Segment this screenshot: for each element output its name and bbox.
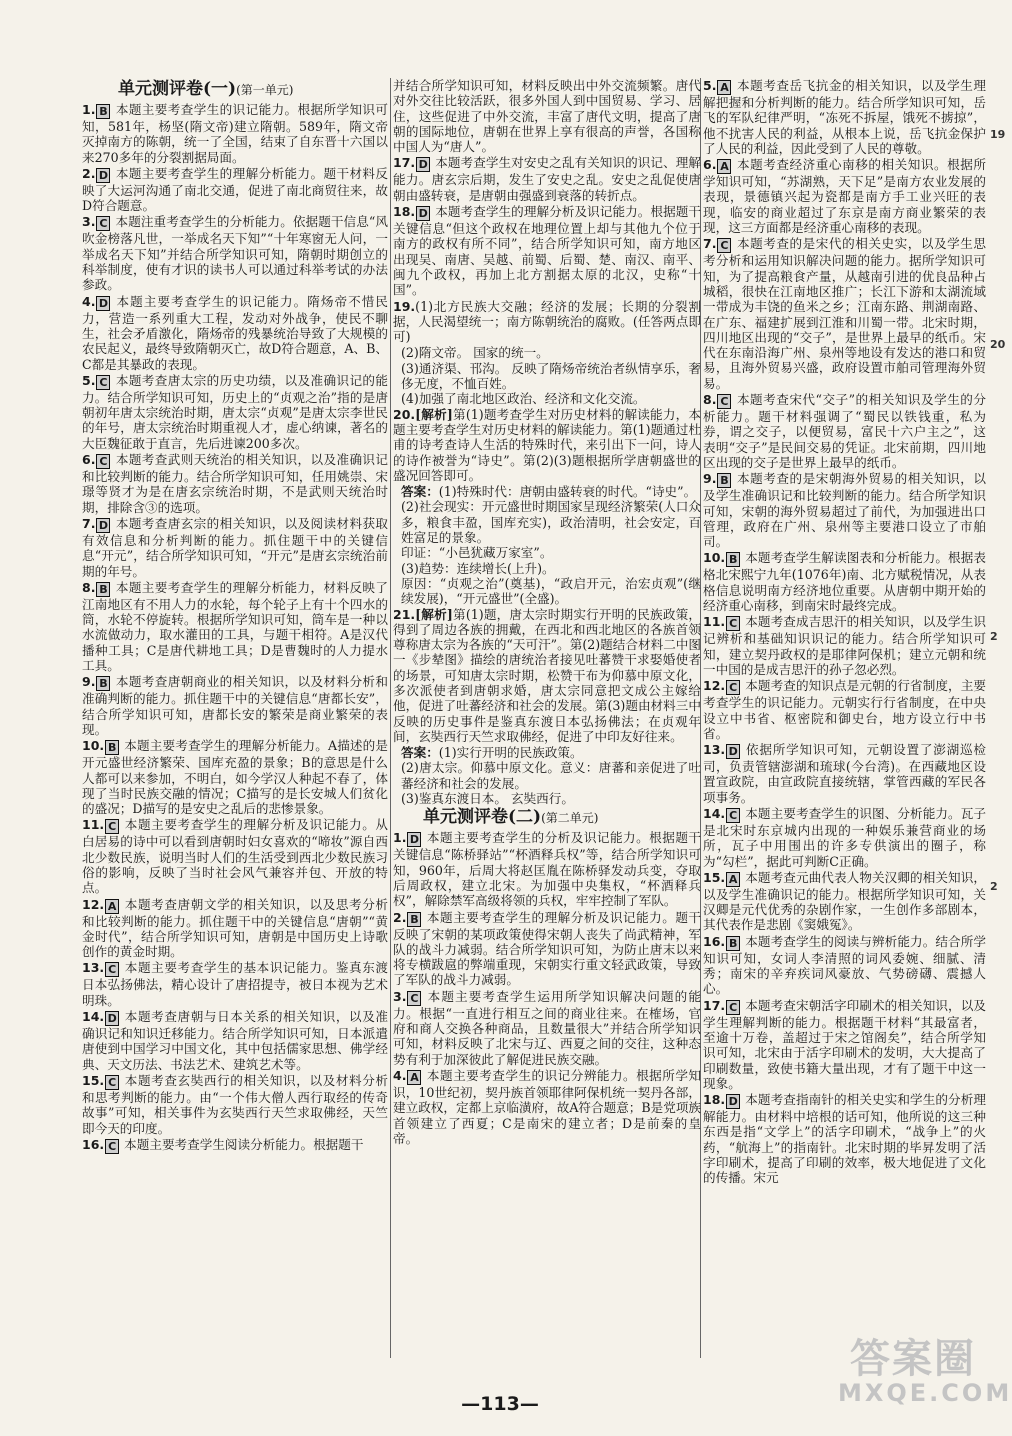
answer-letter-box: D <box>416 157 430 172</box>
item-text: 本题考查玄奘西行的相关知识，以及材料分析和思考判断的能力。由“一个伟大僧人西行取经的传奇故事”可知，相关事件为玄奘西行天竺求取佛经，天竺即今天的印度。 <box>82 1072 388 1136</box>
item-number: 8. <box>703 392 717 408</box>
item-number: 15. <box>703 869 726 885</box>
answer-line <box>401 745 701 760</box>
answer-item <box>393 830 701 908</box>
item-text: 依据所学知识可知，元朝设置了澎湖巡检司，负责管辖澎湖和琉球(今台湾)。在西藏地区设置宣政院，由宣政院直接统辖，掌管西藏的军民各项事务。 <box>703 742 986 805</box>
item-text: 本题考查武则天统治的相关知识，以及准确识记和比较判断的能力。结合所学知识可知，任用姚崇、宋璟等贤才为是在唐玄宗统治时期，不是武则天统治时期，排除含③的选项。 <box>82 452 388 515</box>
item-number: 3. <box>82 214 96 230</box>
answer-letter-box: A <box>105 899 119 914</box>
answer-letter-box: C <box>726 616 740 631</box>
answer-item <box>82 214 388 292</box>
answer-item <box>703 678 986 741</box>
answer-letter-box: D <box>416 206 430 221</box>
answer-item <box>82 452 388 515</box>
item-number: 12. <box>82 896 105 912</box>
answer-letter-box: C <box>407 991 421 1006</box>
answer-item <box>703 742 986 805</box>
item-text: 并结合所学知识可知，材料反映出中外交流频繁。唐代对外交往比较活跃，很多外国人到中国贸易、学习、居住，这些促进了中外交流，丰富了唐代文明，提高了唐朝的国际地位，唐朝在世界上享有很高的声誉，各国称中国人为“唐人”。 <box>393 78 701 155</box>
column-1 <box>82 78 388 1366</box>
item-text: 本题考查学生的阅读与辨析能力。结合所学知识可知，女词人李清照的词风委婉、细腻、清秀；南宋的辛弃疾词风豪放、气势磅礴、震撼人心。 <box>703 933 986 997</box>
item-number: 17. <box>703 997 726 1013</box>
answer-item <box>703 78 986 156</box>
answer-letter-box: B <box>726 936 740 951</box>
answer-item <box>82 166 388 214</box>
item-text: 本题主要考查学生的理解分析能力，材料反映了江南地区有不用人力的水轮，每个轮子上有十个四水的筒，水轮不停旋转。根据所学知识可知，筒车是一种以水流做动力，取水灌田的工具，与题干相符。A是汉代播种工具；C是唐代耕地工具；D是曹魏时的人力提水工具。 <box>82 579 388 674</box>
answer-label: 答案： <box>401 745 439 761</box>
item-text: (1)北方民族大交融；经济的发展；长期的分裂割据，人民渴望统一；南方陈朝统治的腐败。(任答两点即可) <box>393 298 701 345</box>
item-text: 本题主要考查学生的识记能力。隋炀帝不惜民力，营造一系列重大工程，发动对外战争，使民不聊生，社会矛盾激化，隋炀帝的残暴统治导致了大规模的农民起义，最终导致隋朝灭亡，故D符合题意，A、B、C都是其暴政的表现。 <box>82 293 388 372</box>
answer-subline: (2)唐太宗。仰慕中原文化。意义：唐蕃和亲促进了吐蕃经济和社会的发展。 <box>401 760 701 791</box>
item-text: 本题考查宋代“交子”的相关知识及学生的分析能力。题干材料强调了“蜀民以铁钱重，私为券，谓之交子，以便贸易，富民十六户主之”，这表明“交子”是民间交易的凭证。北宋前期，四川地区出现的交子是世界上最早的纸币。 <box>703 392 986 470</box>
item-number: 16. <box>703 933 726 949</box>
item-number: 6. <box>703 157 717 173</box>
answer-letter-box: C <box>96 454 110 469</box>
answer-item <box>393 155 701 203</box>
answer-letter-box: C <box>726 808 740 823</box>
analysis-tag: [解析] <box>415 406 453 422</box>
answer-item <box>82 373 388 451</box>
item-number: 6. <box>82 452 96 468</box>
item-number: 4. <box>82 293 96 309</box>
answer-letter-box: C <box>105 962 119 977</box>
answer-subline: (3)通济渠、邗沟。 反映了隋炀帝统治者纵情享乐，奢侈无度，不恤百姓。 <box>401 360 701 392</box>
answer-letter-box: C <box>105 819 119 834</box>
item-number: 7. <box>703 236 717 252</box>
answer-item <box>703 934 986 997</box>
unit-2-title: 单元测评卷(二)(第二单元) <box>423 807 599 828</box>
answer-item <box>82 960 388 1008</box>
answer-item <box>703 471 986 549</box>
answer-letter-box: B <box>726 552 740 567</box>
item-text: 本题考查学生对安史之乱有关知识的识记、理解能力。唐玄宗后期，发生了安史之乱。安史之乱促使唐朝由盛转衰，是唐朝由强盛到衰落的转折点。 <box>393 155 701 203</box>
answer-subline: (4)加强了南北地区政治、经济和文化交流。 <box>401 391 646 407</box>
answer-letter-box: B <box>717 473 731 488</box>
column-divider <box>390 78 391 1358</box>
item-number: 1. <box>82 102 96 117</box>
item-text: 本题考查唐朝与日本关系的相关知识，以及准确识记和知识迁移能力。结合所学知识可知，日本派遣唐使到中国学习中国文化，其中包括儒家思想、佛学经典、天文历法、书法艺术、建筑艺术等。 <box>82 1009 388 1072</box>
answer-item <box>82 674 388 737</box>
answer-item <box>82 102 388 165</box>
answer-item <box>82 1073 388 1136</box>
item-number: 14. <box>703 805 726 821</box>
answer-subline: 印证：“小邑犹藏万家室”。 <box>401 545 553 561</box>
item-number: 11. <box>82 817 105 833</box>
item-text: 本题主要考查学生阅读分析能力。根据题干 <box>124 1136 364 1152</box>
item-number: 11. <box>703 614 726 630</box>
answer-letter-box: A <box>717 159 731 174</box>
answer-letter-box: B <box>96 582 110 597</box>
answer-item <box>703 806 986 869</box>
item-text: 本题主要考查学生的理解分析能力。题干材料反映了大运河沟通了南北交通，促进了南北商贸往来，故D符合题意。 <box>82 165 388 214</box>
answer-item <box>703 1092 986 1185</box>
answer-letter-box: A <box>726 872 740 887</box>
item-number: 16. <box>82 1136 105 1152</box>
page-number: —113— <box>461 1393 539 1415</box>
item-number: 3. <box>393 988 407 1004</box>
answer-item <box>82 738 388 816</box>
analysis-tag: [解析] <box>415 606 453 622</box>
answer-letter-box: D <box>726 744 740 759</box>
answer-item <box>393 299 701 345</box>
item-text: 本题主要考查学生的理解分析及识记能力。从白居易的诗中可以看到唐朝时妇女喜欢的“啼妆”源自西北少数民族，说明当时人们的生活受到西北少数民族习俗的影响，反映了当时社会风气兼容并包、开放的特点。 <box>82 817 388 896</box>
item-text: 本题考查经济重心南移的相关知识。根据所学知识可知，“苏湖熟，天下足”是南方农业发展的表现，景德镇兴起为瓷都是南方手工业兴旺的表现，临安的商业超过了东京是南方商业繁荣的表现，这三方面都是经济重心南移的表现。 <box>703 157 986 236</box>
answer-text: (1)实行开明的民族政策。 <box>438 745 583 761</box>
answer-item <box>703 614 986 677</box>
answer-item <box>393 1068 701 1146</box>
item-text: 第(1)题考查学生对历史材料的解读能力，本题主要考查学生对历史材料的解读能力。第(1)题通过杜甫的诗考查诗人生活的特殊时代，来引出下一问，诗人的诗作被誉为“诗史”。第(2)(3)题根据所学唐朝盛世的盛况回答即可。 <box>393 406 702 483</box>
answer-letter-box: D <box>407 832 421 847</box>
answer-letter-box: B <box>96 104 110 119</box>
item-text: 本题主要考查学生的识记分辨能力。根据所学知识，10世纪初，契丹族首领耶律阿保机统一契丹各部，建立政权，定都上京临潢府，故A符合题意；B是党项族首领建立了西夏；C是南宋的建立者；D是前秦的皇帝。 <box>393 1067 702 1146</box>
answer-letter-box: D <box>96 518 110 533</box>
item-number: 21. <box>393 606 416 622</box>
answer-item <box>393 407 701 483</box>
item-text: 本题主要考查学生的识图、分析能力。瓦子是北宋时东京城内出现的一种娱乐兼营商业的场所，瓦子中用围出的许多专供演出的圈子，称为“勾栏”，据此可判断C正确。 <box>703 805 986 869</box>
item-number: 9. <box>703 471 717 487</box>
item-text: 本题考查宋朝活字印刷术的相关知识，以及学生理解判断的能力。根据题干材料“其最富者，至逾十万卷，盖超过于宋之馆阁矣”，结合所学知识可知，北宋由于活字印刷术的发明，大大提高了印刷数量，致使书籍大量出现，才有了题干中这一现象。 <box>703 997 986 1091</box>
item-number: 13. <box>703 742 726 758</box>
answer-item <box>703 392 986 470</box>
answer-letter-box: B <box>96 676 110 691</box>
item-number: 13. <box>82 960 105 976</box>
item-text: 本题考查学生解读图表和分析能力。根据表格北宋熙宁九年(1076年)南、北方赋税情况，从表格信息说明南方经济地位重要。从唐朝中期开始的经济重心南移，到南宋时最终完成。 <box>703 550 986 614</box>
answer-item <box>82 294 388 372</box>
answer-letter-box: D <box>96 168 110 183</box>
answer-letter-box: D <box>105 1011 119 1026</box>
item-number: 8. <box>82 579 96 595</box>
answer-letter-box: A <box>407 1070 421 1085</box>
item-number: 18. <box>703 1092 726 1108</box>
margin-number: 2 <box>990 880 998 893</box>
item-text: 本题考查唐玄宗的相关知识，以及阅读材料获取有效信息和分析判断的能力。抓住题干中的关键信息“开元”，结合所学知识可知，“开元”是唐玄宗统治前期的年号。 <box>82 515 388 579</box>
answer-item <box>82 516 388 579</box>
answer-text: (1)特殊时代：唐朝由盛转衰的时代。“诗史”。 <box>438 484 697 500</box>
item-number: 1. <box>393 830 407 846</box>
item-text: 本题主要考查学生的识记能力。根据所学知识可知，581年，杨坚(隋文帝)建立隋朝。589年，隋文帝灭掉南方的陈朝，统一了全国，结束了自东晋十六国以来270多年的分裂割据局面。 <box>82 102 388 165</box>
margin-number: 19 <box>990 128 1006 141</box>
answer-item <box>703 236 986 391</box>
item-number: 12. <box>703 678 726 694</box>
item-text: 本题主要考查学生的理解分析能力。A描述的是开元盛世经济繁荣、国库充盈的景象；B的意思是什么人都可以来参加，不明白，如今学汉人种起不春了，体现了当时民族交融的情况；C描写的是长安城人们贫化的盛况；D描写的是安史之乱后的悲惨景象。 <box>82 738 388 817</box>
answer-letter-box: C <box>105 1075 119 1090</box>
answer-letter-box: C <box>717 238 731 253</box>
unit-1-title: 单元测评卷(一)(第一单元) <box>118 79 294 99</box>
answer-item <box>703 550 986 613</box>
item-number: 18. <box>393 204 416 220</box>
answer-letter-box: B <box>407 912 421 927</box>
item-number: 10. <box>82 738 105 754</box>
item-number: 14. <box>82 1009 105 1025</box>
item-number: 5. <box>82 372 96 388</box>
item-number: 4. <box>393 1067 407 1083</box>
watermark-logo: 答案圈 MXQE.COM <box>838 1336 1012 1407</box>
answer-item <box>82 580 388 673</box>
item-number: 17. <box>393 155 416 171</box>
item-text: 本题考查唐朝商业的相关知识，以及材料分析和准确判断的能力。抓住题干中的关键信息“唐都长安”，结合所学知识可知，唐都长安的繁荣是商业繁荣的表现。 <box>82 674 388 737</box>
item-text: 本题主要考查学生的理解分析及识记能力。题干反映了宋朝的某项政策使得宋朝人丧失了尚武精神，军队的战斗力减弱。结合所学知识可知，为防止唐末以来将专横跋扈的弊端重现，宋朝实行重文轻武政策，导致了军队的战斗力减弱。 <box>393 909 701 988</box>
column-2 <box>393 78 701 1366</box>
answer-item <box>82 817 388 895</box>
answer-line <box>401 484 701 499</box>
item-text: 本题考查元曲代表人物关汉卿的相关知识，以及学生准确识记的能力。根据所学知识可知，关汉卿是元代优秀的杂剧作家，一生创作多部剧本，其代表作是悲剧《窦娥冤》。 <box>703 869 986 933</box>
item-text: 本题考查唐太宗的历史功绩，以及准确识记的能力。结合所学知识可知，历史上的“贞观之治”指的是唐朝初年唐太宗统治时期，唐太宗“贞观”是唐太宗李世民的年号，唐太宗统治时期重视人才，虚心纳谏，著名的大臣魏征敢于直言，先后进谏200多次。 <box>82 372 388 451</box>
item-number: 2. <box>82 165 96 181</box>
answer-item <box>393 607 701 745</box>
item-number: 20. <box>393 406 416 422</box>
item-text: 本题考查的是宋朝海外贸易的相关知识，以及学生准确识记和比较判断的能力。结合所学知识可知，宋朝的海外贸易超过了前代，为加强进出口管理，政府在广州、泉州等主要港口设立了市舶司。 <box>703 471 986 550</box>
answer-item <box>82 1009 388 1072</box>
item-number: 2. <box>393 909 407 925</box>
answer-label: 答案： <box>401 484 439 500</box>
answer-item <box>393 989 701 1067</box>
answer-letter-box: C <box>726 680 740 695</box>
margin-number: 20 <box>990 338 1006 351</box>
item-number: 5. <box>703 78 717 93</box>
item-number: 15. <box>82 1072 105 1088</box>
answer-item <box>82 1137 388 1154</box>
margin-number: 2 <box>990 630 998 643</box>
answer-subline: (2)社会现实：开元盛世时期国家呈现经济繁荣(人口众多，粮食丰盈，国库充实)，政治清明，社会安定，百姓富足的景象。 <box>401 499 701 546</box>
item-number: 19. <box>393 298 416 314</box>
item-number: 10. <box>703 550 726 566</box>
answer-letter-box: B <box>105 740 119 755</box>
item-text: 本题注重考查学生的分析能力。依据题干信息“风吹金榜落凡世，一举成名天下知”“十年寒窗无人问，一举成名天下知”并结合所学知识可知，隋朝时期创立的科举制度，使有才识的读书人可以通过科举考试的办法参政。 <box>82 214 388 293</box>
item-text: 第(1)题，唐太宗时期实行开明的民族政策，得到了周边各族的拥戴，在西北和西北地区的各族首领尊称唐太宗为各族的“天可汗”。第(2)题结合材料二中图一《步辇图》描绘的唐统治者接见吐蕃赞干求娶婚使者的场景，可知唐太宗时期，松赞干布为仰慕中原文化，多次派使者到唐朝求婚，唐太宗同意把文成公主嫁给他，促进了吐蕃经济和社会的发展。第(3)题由材料三中反映的历史事件是鉴真东渡日本弘扬佛法；在贞观年间，玄奘西行天竺求取佛经，促进了中印友好往来。 <box>393 606 702 744</box>
item-number: 7. <box>82 515 96 531</box>
answer-subline: (3)鉴真东渡日本。 玄奘西行。 <box>401 791 574 807</box>
item-text: 本题主要考查学生的分析及识记能力。根据题干关键信息“陈桥驿站”“杯酒释兵权”等，结合所学知识可知，960年，后周大将赵匡胤在陈桥驿发动兵变，夺取后周政权，建立北宋。为加强中央集权，“杯酒释兵权”，解除禁军高级将领的兵权，牢牢控制了军队。 <box>393 830 701 909</box>
answer-item <box>82 897 388 960</box>
answer-letter-box: C <box>96 216 110 231</box>
answer-letter-box: D <box>726 1094 740 1109</box>
item-text: 本题主要考查学生的基本识记能力。鉴真东渡日本弘扬佛法，精心设计了唐招提寺，被日本视为艺术明珠。 <box>82 960 388 1008</box>
item-text: 本题主要考查学生运用所学知识解决问题的能力。根据“一直进行相互之间的商业往来。在榷场，官府和商人交换各种商品，且数量很大”并结合所学知识可知，材料反映了北宋与辽、西夏之间的交往，这种态势有利于加深彼此了解促进民族交融。 <box>393 988 701 1067</box>
answer-item <box>393 204 701 297</box>
item-text: 本题考查的是宋代的相关史实，以及学生思考分析和运用知识解决问题的能力。据所学知识可知，为了提高粮食产量，从越南引进的优良品种占城稻，很快在江南地区推广；长江下游和太湖流域一带成为丰饶的鱼米之乡；江南东路、荆湖南路、在广东、福建扩展到江淮和川蜀一带。北宋时期，四川地区出现的“交子”，是世界上最早的纸币。宋代在东南沿海广州、泉州等地设有发达的港口和贸易，且海外贸易兴盛，政府设置市舶司管理海外贸易。 <box>703 236 986 391</box>
item-text: 本题考查成吉思汗的相关知识，以及学生识记辨析和基础知识识记的能力。结合所学知识可知，建立契丹政权的是耶律阿保机；建立元朝和统一中国的是成吉思汗的孙子忽必烈。 <box>703 614 986 677</box>
item-number: 9. <box>82 674 96 690</box>
answer-letter-box: A <box>717 80 731 95</box>
answer-item <box>393 78 701 154</box>
answer-subline: (3)趋势：连续增长(上升)。 <box>401 560 555 576</box>
item-text: 本题考查指南针的相关史实和学生的分析理解能力。由材料中培根的话可知，他所说的这三种东西是指“文学上”的活字印刷术，“战争上”的火药，“航海上”的指南针。北宋时期的毕昇发明了活字印刷术，提高了印刷的效率，极大地促进了文化的传播。宋元 <box>703 1092 986 1186</box>
answer-letter-box: D <box>96 296 110 311</box>
item-text: 本题考查学生的理解分析及识记能力。根据题干关键信息“但这个政权在地理位置上却与其他九个位于南方的政权有所不同”，结合所学知识可知，南方地区出现吴、南唐、吴越、前蜀、后蜀、楚、南汉、南平、闽九个政权，再加上北方割据太原的北汉，史称“十国”。 <box>393 204 701 298</box>
answer-letter-box: C <box>726 1000 740 1015</box>
item-text: 本题考查唐朝文学的相关知识，以及思考分析和比较判断的能力。抓住题干中的关键信息“唐朝”“黄金时代”，结合所学知识可知，唐朝是中国历史上诗歌创作的黄金时期。 <box>82 896 388 960</box>
answer-item <box>393 910 701 988</box>
answer-item <box>703 157 986 235</box>
answer-letter-box: C <box>717 394 731 409</box>
answer-subline: 原因：“贞观之治”(奠基)，“政启开元，治宏贞观”(继续发展)，“开元盛世”(全盛)。 <box>401 575 701 607</box>
column-3 <box>703 78 986 1366</box>
answer-item <box>703 998 986 1091</box>
answer-letter-box: C <box>96 375 110 390</box>
item-text: 本题考查岳飞抗金的相关知识，以及学生理解把握和分析判断的能力。结合所学知识可知，岳飞的军队纪律严明，“冻死不拆屋，饿死不掳掠”，他不扰害人民的利益，从根本上说，岳飞抗金保护了人民的利益，因此受到了人民的尊敬。 <box>703 78 986 156</box>
item-text: 本题考查的知识点是元朝的行省制度，主要考查学生的识记能力。元朝实行行省制度，在中央设立中书省、枢密院和御史台，地方设立行中书省。 <box>703 678 986 741</box>
answer-letter-box: C <box>105 1139 119 1154</box>
answer-item <box>703 870 986 933</box>
answer-subline: (2)隋文帝。 国家的统一。 <box>401 345 549 361</box>
